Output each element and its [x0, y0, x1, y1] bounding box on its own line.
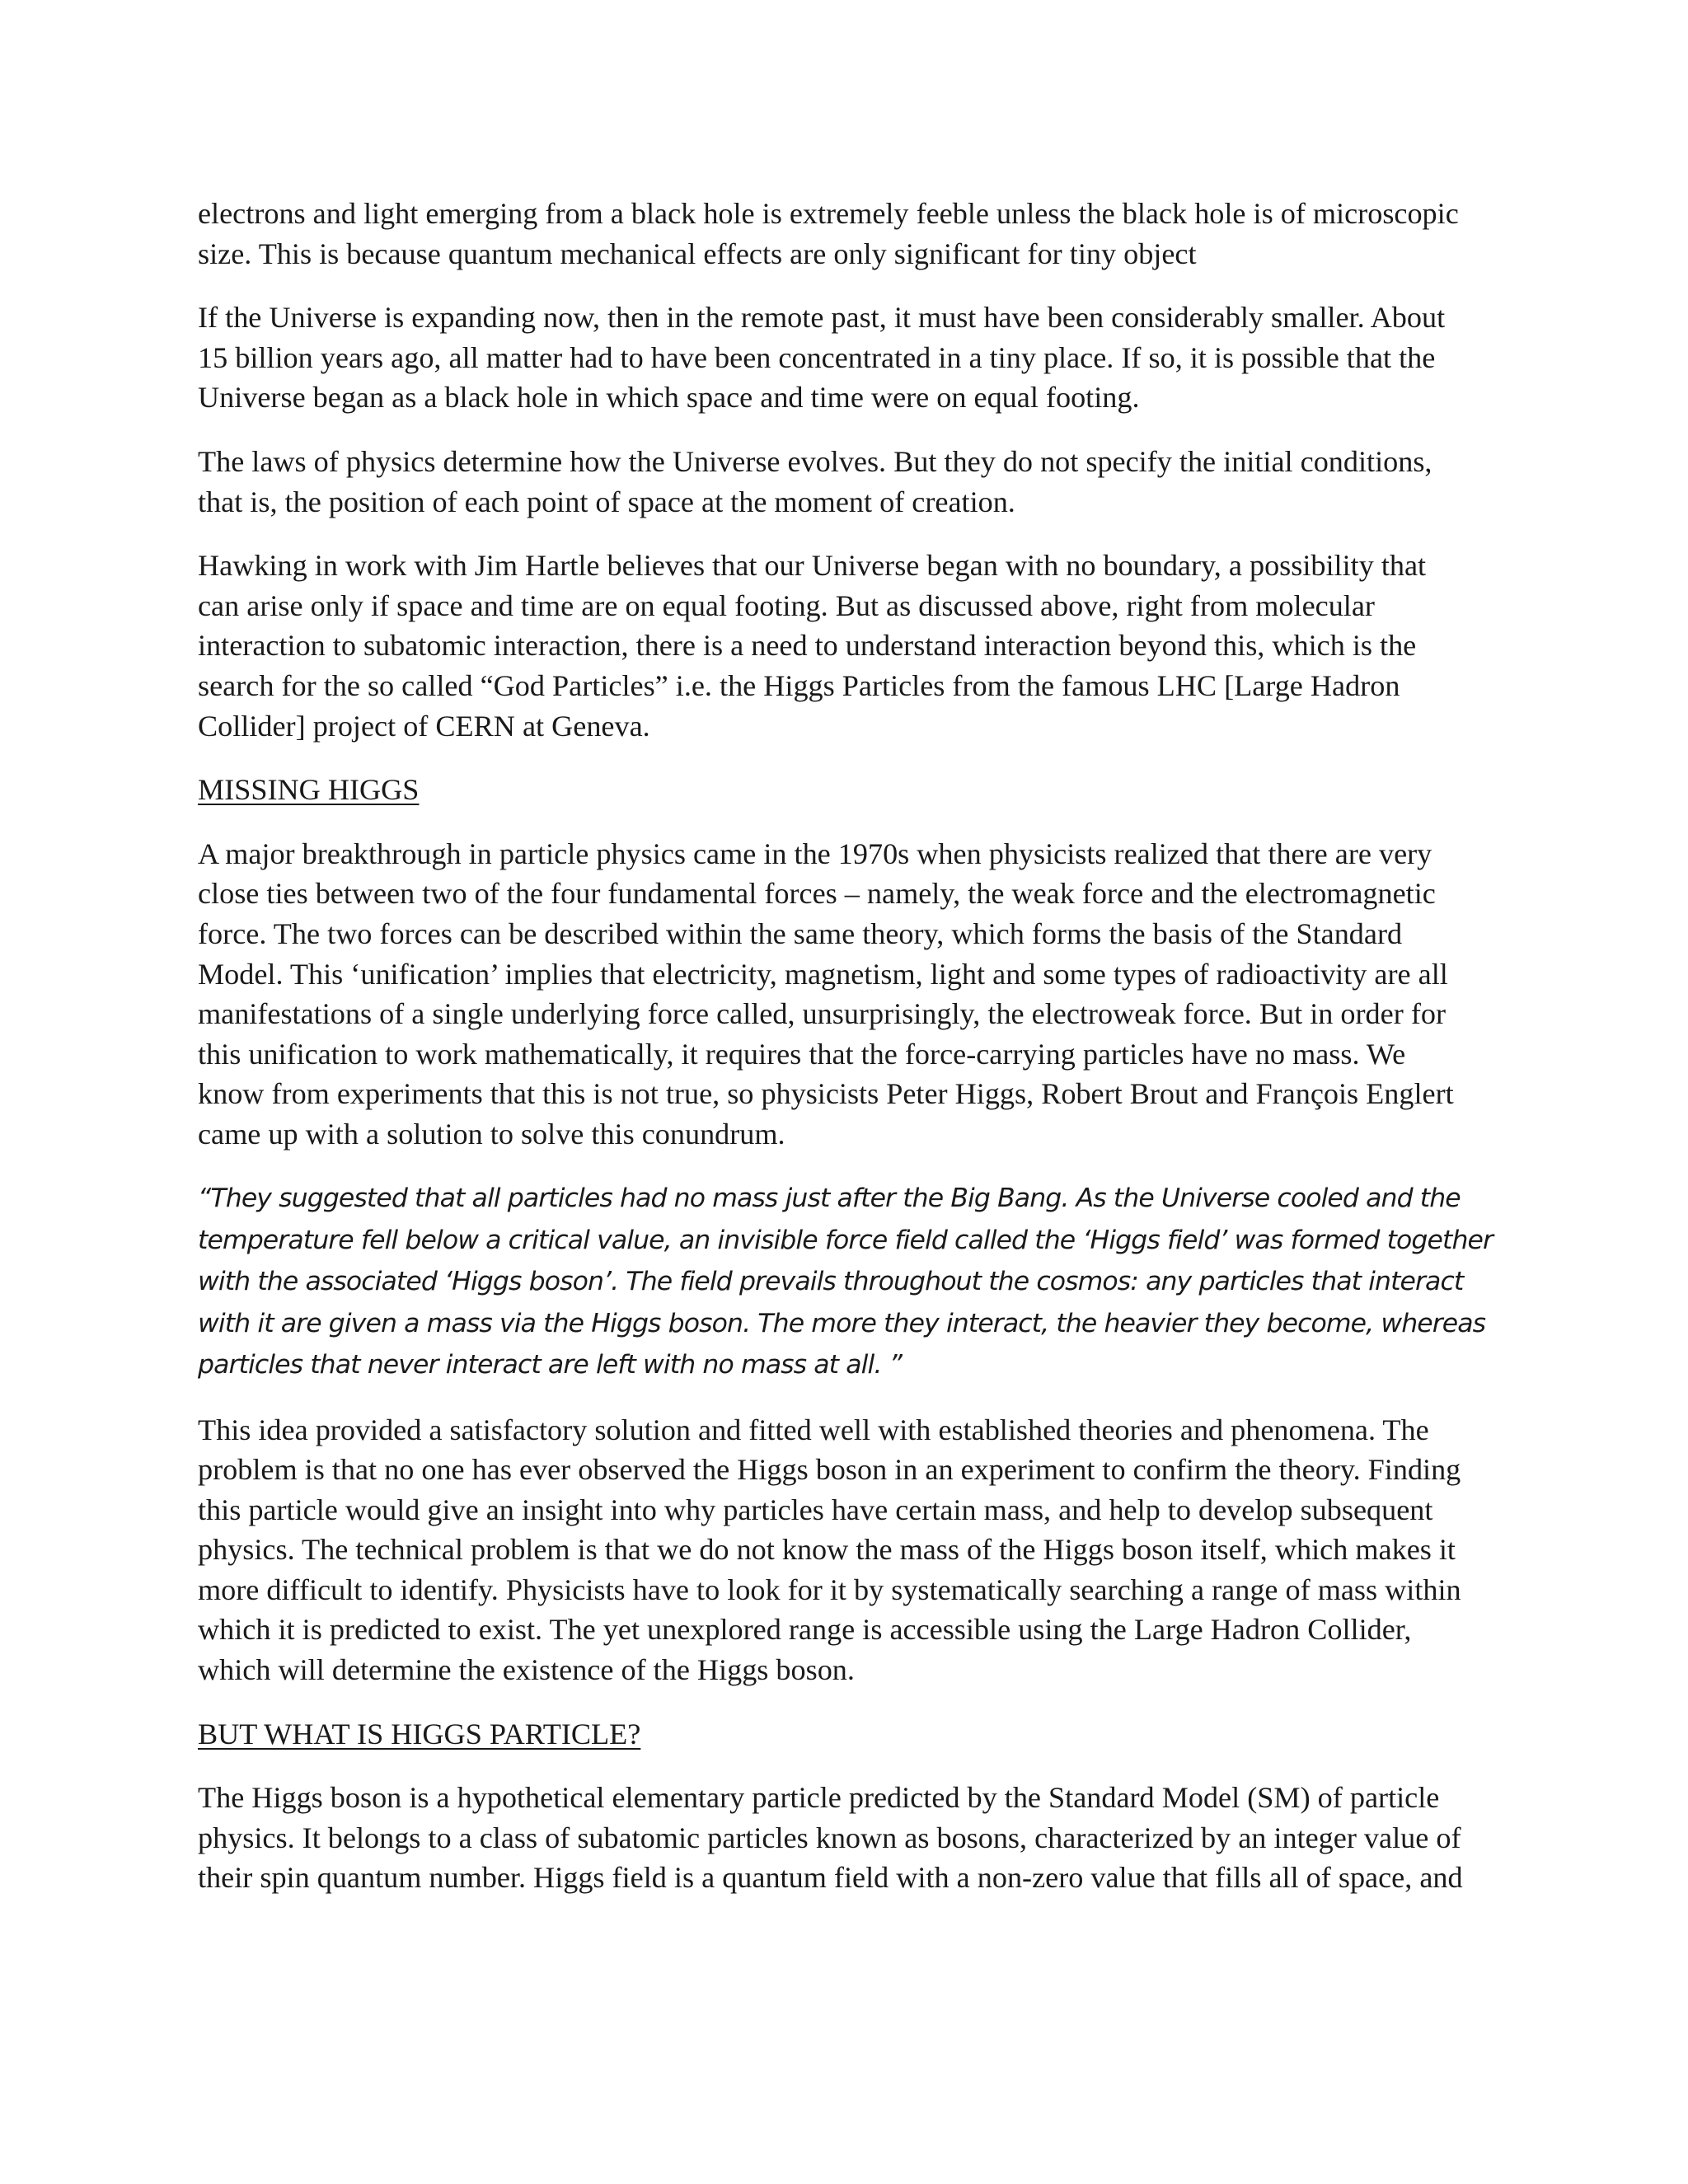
- quote-line: temperature fell below a critical value, an invisible force field called the ‘Higgs field’ was formed together: [198, 1225, 1493, 1255]
- text-line: The Higgs boson is a hypothetical elementary particle predicted by the Standard Model (SM) of particle: [198, 1781, 1440, 1815]
- text-line: electrons and light emerging from a black hole is extremely feeble unless the black hole is of microscopic: [198, 197, 1459, 230]
- text-line: know from experiments that this is not true, so physicists Peter Higgs, Robert Brout and François Englert: [198, 1077, 1454, 1111]
- text-line: physics. The technical problem is that we do not know the mass of the Higgs boson itself, which makes it: [198, 1533, 1456, 1567]
- text-line: force. The two forces can be described within the same theory, which forms the basis of the Standard: [198, 916, 1403, 950]
- text-line: 15 billion years ago, all matter had to have been concentrated in a tiny place. If so, it is possible that the: [198, 340, 1436, 374]
- text-line: This idea provided a satisfactory solution and fitted well with established theories and phenomena. The: [198, 1413, 1429, 1446]
- paragraph-satisfactory-solution: [198, 1410, 1500, 1690]
- text-line: that is, the position of each point of space at the moment of creation.: [198, 485, 1015, 518]
- text-line: problem is that no one has ever observed the Higgs boson in an experiment to confirm the theory. Finding: [198, 1453, 1461, 1487]
- text-line: this particle would give an insight into why particles have certain mass, and help to develop subsequent: [198, 1493, 1433, 1526]
- text-line: manifestations of a single underlying force called, unsurprisingly, the electroweak force. But in order for: [198, 997, 1447, 1031]
- text-line: A major breakthrough in particle physics came in the 1970s when physicists realized that there are very: [198, 837, 1432, 870]
- text-line: came up with a solution to solve this conundrum.: [198, 1117, 785, 1151]
- paragraph-black-hole-radiation: [198, 194, 1500, 274]
- quote-line: particles that never interact are left with no mass at all. ”: [198, 1350, 902, 1380]
- text-line: Universe began as a black hole in which space and time were on equal footing.: [198, 381, 1140, 415]
- quote-line: with the associated ‘Higgs boson’. The field prevails throughout the cosmos: any particles that interact: [198, 1267, 1464, 1297]
- text-line: The laws of physics determine how the Universe evolves. But they do not specify the initial conditions,: [198, 444, 1432, 478]
- text-line: interaction to subatomic interaction, there is a need to understand interaction beyond this, which is the: [198, 629, 1417, 663]
- document-body: [198, 194, 1500, 1922]
- text-line: which it is predicted to exist. The yet unexplored range is accessible using the Large Hadron Collider,: [198, 1613, 1412, 1647]
- paragraph-expanding-universe: [198, 298, 1500, 418]
- text-line: their spin quantum number. Higgs field is a quantum field with a non-zero value that fills all of space, and: [198, 1861, 1463, 1895]
- text-line: Hawking in work with Jim Hartle believes that our Universe began with no boundary, a possibility that: [198, 549, 1427, 583]
- text-line: size. This is because quantum mechanical effects are only significant for tiny object: [198, 237, 1197, 270]
- text-line: which will determine the existence of the Higgs boson.: [198, 1653, 855, 1687]
- paragraph-laws-of-physics: [198, 442, 1500, 522]
- text-line: can arise only if space and time are on equal footing. But as discussed above, right from molecular: [198, 588, 1375, 622]
- paragraph-electroweak-breakthrough: [198, 834, 1500, 1155]
- paragraph-hawking-hartle: [198, 546, 1500, 746]
- block-quote-higgs-field: [198, 1178, 1500, 1385]
- section-heading-what-is-higgs: BUT WHAT IS HIGGS PARTICLE?: [198, 1717, 641, 1750]
- text-line: physics. It belongs to a class of subatomic particles known as bosons, characterized by an integer value of: [198, 1821, 1461, 1854]
- text-line: If the Universe is expanding now, then in the remote past, it must have been considerably smaller. About: [198, 301, 1446, 335]
- text-line: Model. This ‘unification’ implies that electricity, magnetism, light and some types of radioactivity are all: [198, 957, 1448, 991]
- text-line: close ties between two of the four fundamental forces – namely, the weak force and the electromagnetic: [198, 877, 1436, 911]
- text-line: Collider] project of CERN at Geneva.: [198, 709, 650, 743]
- text-line: search for the so called “God Particles” i.e. the Higgs Particles from the famous LHC [Large Hadron: [198, 668, 1400, 702]
- text-line: more difficult to identify. Physicists have to look for it by systematically searching a range of mass within: [198, 1572, 1461, 1606]
- text-line: this unification to work mathematically, it requires that the force-carrying particles have no mass. We: [198, 1037, 1406, 1071]
- quote-line: “They suggested that all particles had no mass just after the Big Bang. As the Universe cooled and the: [198, 1183, 1461, 1214]
- quote-line: with it are given a mass via the Higgs boson. The more they interact, the heavier they become, whereas: [198, 1308, 1486, 1338]
- paragraph-higgs-boson-definition: [198, 1778, 1500, 1898]
- section-heading-missing-higgs: MISSING HIGGS: [198, 773, 420, 807]
